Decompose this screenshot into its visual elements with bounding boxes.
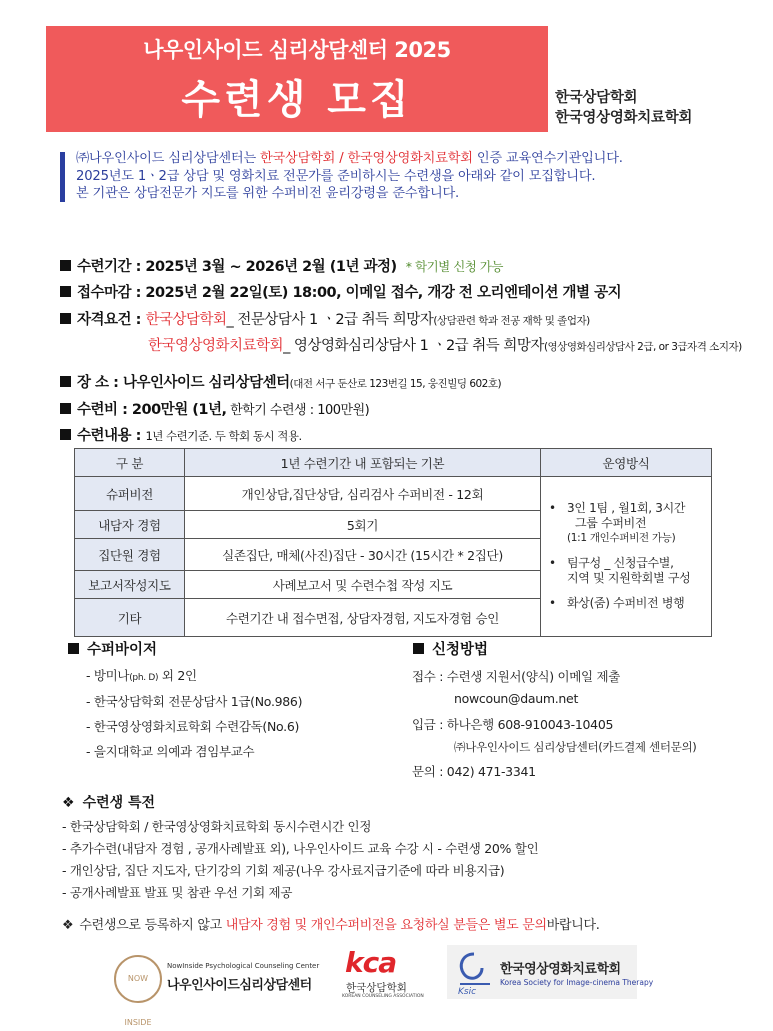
supervisor-heading: [68, 638, 157, 659]
table-cell-value: 수련기간 내 접수면접, 상담자경험, 지도자경험 승인: [185, 599, 541, 637]
bullet-icon: •: [549, 595, 556, 610]
place-note: (대전 서구 둔산로 123번길 15, 웅진빌딩 602호): [289, 378, 502, 390]
bullet-icon: •: [549, 555, 556, 570]
benefits-title: 수련생 특전: [82, 795, 156, 811]
diamond-bullet-icon: ❖: [62, 795, 75, 811]
qual-label: 자격요건 :: [77, 312, 146, 328]
nowinside-name: 나우인사이드심리상담센터: [167, 978, 312, 993]
qual1-note: (상담관련 학과 전공 재학 및 졸업자): [433, 315, 590, 327]
kca-logo-icon: kca: [345, 946, 397, 979]
apply-heading: [413, 638, 488, 659]
table-cell-label: 내담자 경험: [75, 511, 185, 539]
supervisor-item: [86, 666, 197, 684]
fee-text: 수련비 : 200만원 (1년,: [77, 402, 227, 418]
square-bullet-icon: [60, 313, 71, 324]
period-text: 수련기간 : 2025년 3월 ~ 2026년 2월 (1년 과정): [77, 259, 397, 275]
diamond-bullet-icon: ❖: [62, 918, 74, 933]
table-cell-value: 실존집단, 매체(사진)집단 - 30시간 (15시간 * 2집단): [185, 539, 541, 571]
table-cell-label: 집단원 경험: [75, 539, 185, 571]
table-cell-label: 슈퍼비전: [75, 477, 185, 511]
qualification-row: [60, 308, 590, 329]
footer-note-b: 내담자 경험 및 개인수퍼비전을 요청하실 분들은 별도 문의: [225, 918, 547, 933]
qual2-org: 한국영상영화치료학회: [148, 338, 284, 354]
table-cell-value: 5회기: [185, 511, 541, 539]
intro-line2: 2025년도 1ㆍ2급 상담 및 영화치료 전문가를 준비하시는 수련생을 아래와 같이 모집합니다.: [76, 168, 596, 184]
square-bullet-icon: [60, 403, 71, 414]
period-note: * 학기별 신청 가능: [405, 259, 503, 274]
footer-note: [62, 914, 600, 933]
intro-accent-bar: [60, 152, 65, 202]
curriculum-table: [74, 448, 712, 637]
kca-name: 한국상담학회: [346, 982, 407, 994]
intro-line1a: ㈜나우인사이드 심리상담센터는: [76, 151, 260, 166]
square-bullet-icon: [60, 286, 71, 297]
qual1-org: 한국상담학회: [145, 312, 227, 328]
fee-note: 한학기 수련생 : 100만원): [226, 403, 370, 418]
banner-title: 수련생 모집: [181, 77, 413, 123]
ksic-subtitle: Korea Society for Image-cinema Therapy: [500, 978, 654, 987]
nowinside-logo-icon: [114, 955, 162, 1027]
banner-subtitle: 나우인사이드 심리상담센터 2025: [143, 38, 451, 62]
intro-text: [76, 150, 623, 203]
content-row: [60, 424, 302, 445]
nowinside-mark: NOW INSIDE: [124, 974, 152, 1027]
qual1-text: _ 전문상담사 1 ㆍ2급 취득 희망자: [226, 312, 434, 328]
content-label: 수련내용 :: [77, 428, 146, 444]
ksic-name: 한국영상영화치료학회: [500, 962, 621, 977]
qual2-text: _ 영상영화심리상담사 1 ㆍ2급 취득 희망자: [283, 338, 544, 354]
square-bullet-icon: [60, 260, 71, 271]
benefits-heading: [62, 792, 155, 812]
op2-line2: 지역 및 지원학회별 구성: [567, 570, 691, 585]
table-header: 구 분: [75, 449, 185, 477]
intro-line1c: 인증 교육연수기관입니다.: [472, 151, 623, 166]
operation-item: [549, 556, 703, 586]
operation-item: [549, 596, 703, 611]
period-row: [60, 255, 503, 276]
table-header: 1년 수련기간 내 포함되는 기본: [185, 449, 541, 477]
operation-item: [549, 501, 703, 546]
benefit-item: - 개인상담, 집단 지도자, 단기강의 기회 제공(나우 강사료지급기준에 따라 비용지급): [62, 863, 505, 878]
content-note: 1년 수련기준. 두 학회 동시 적용.: [145, 429, 302, 443]
supervisor-item: - 을지대학교 의예과 겸임부교수: [86, 744, 255, 759]
deadline-text: 접수마감 : 2025년 2월 22일(토) 18:00, 이메일 접수, 개강 전 오리엔테이션 개별 공지: [77, 285, 622, 301]
ksic-logo-icon: [452, 948, 496, 996]
apply-line: 입금 : 하나은행 608-910043-10405: [412, 717, 614, 732]
organizations: [555, 88, 692, 128]
apply-line: ㈜나우인사이드 심리상담센터(카드결제 센터문의): [454, 740, 697, 754]
benefit-item: - 한국상담학회 / 한국영상영화치료학회 동시수련시간 인정: [62, 819, 372, 834]
nowinside-subtitle: NowInside Psychological Counseling Center: [167, 962, 320, 970]
title-banner: [46, 26, 548, 132]
operation-cell: [541, 477, 712, 637]
ksic-mark: Ksic: [458, 987, 477, 996]
kca-subtitle: KOREAN COUNSELING ASSOCIATION: [342, 994, 424, 999]
table-cell-value: 사례보고서 및 수련수첩 작성 지도: [185, 571, 541, 599]
org-kca: 한국상담학회: [555, 90, 638, 106]
op1-line3: (1:1 개인수퍼비전 가능): [567, 531, 676, 544]
table-cell-value: 개인상담,집단상담, 심리검사 수퍼비전 - 12회: [185, 477, 541, 511]
place-text: 장 소 : 나우인사이드 심리상담센터: [77, 375, 290, 391]
fee-row: [60, 398, 369, 419]
qualification-row-2: [148, 334, 742, 355]
bullet-icon: •: [549, 500, 556, 515]
table-header: 운영방식: [541, 449, 712, 477]
org-ksic: 한국영상영화치료학회: [555, 110, 693, 126]
supervisor-name: - 방미나: [86, 668, 130, 683]
square-bullet-icon: [60, 376, 71, 387]
table-cell-label: 보고서작성지도: [75, 571, 185, 599]
footer-note-c: 바랍니다.: [546, 918, 600, 933]
table-cell-label: 기타: [75, 599, 185, 637]
apply-title: 신청방법: [432, 642, 489, 658]
deadline-row: [60, 281, 621, 302]
square-bullet-icon: [60, 429, 71, 440]
op1-line1: 3인 1팀 , 월1회, 3시간: [567, 500, 686, 515]
apply-email[interactable]: nowcoun@daum.net: [454, 691, 579, 706]
op2-line1: 팀구성 _ 신청급수별,: [567, 555, 674, 570]
op1-line2: 그룹 수퍼비전: [575, 515, 647, 530]
supervisor-degree: (ph. D): [129, 673, 159, 683]
place-row: [60, 371, 501, 392]
apply-phone: 문의 : 042) 471-3341: [412, 764, 536, 779]
op3-line1: 화상(줌) 수퍼비전 병행: [567, 595, 685, 610]
supervisor-name-tail: 외 2인: [158, 668, 197, 683]
square-bullet-icon: [413, 643, 424, 654]
benefit-item: - 공개사례발표 발표 및 참관 우선 기회 제공: [62, 885, 293, 900]
qual2-note: (영상영화심리상담사 2급, or 3급자격 소지자): [543, 341, 742, 353]
benefit-item: - 추가수련(내담자 경험 , 공개사례발표 외), 나우인사이드 교육 수강 시 - 수련생 20% 할인: [62, 841, 539, 856]
intro-line1b: 한국상담학회 / 한국영상영화치료학회: [259, 151, 473, 166]
supervisor-item: - 한국영상영화치료학회 수련감독(No.6): [86, 719, 300, 734]
table-header-row: [75, 449, 712, 477]
square-bullet-icon: [68, 643, 79, 654]
intro-line3: 본 기관은 상담전문가 지도를 위한 수퍼비전 윤리강령을 준수합니다.: [76, 186, 460, 201]
apply-line: 접수 : 수련생 지원서(양식) 이메일 제출: [412, 669, 621, 684]
supervisor-item: - 한국상담학회 전문상담사 1급(No.986): [86, 694, 303, 709]
footer-note-a: 수련생으로 등록하지 않고: [79, 918, 226, 933]
table-row: [75, 477, 712, 511]
supervisor-title: 수퍼바이저: [87, 642, 158, 658]
